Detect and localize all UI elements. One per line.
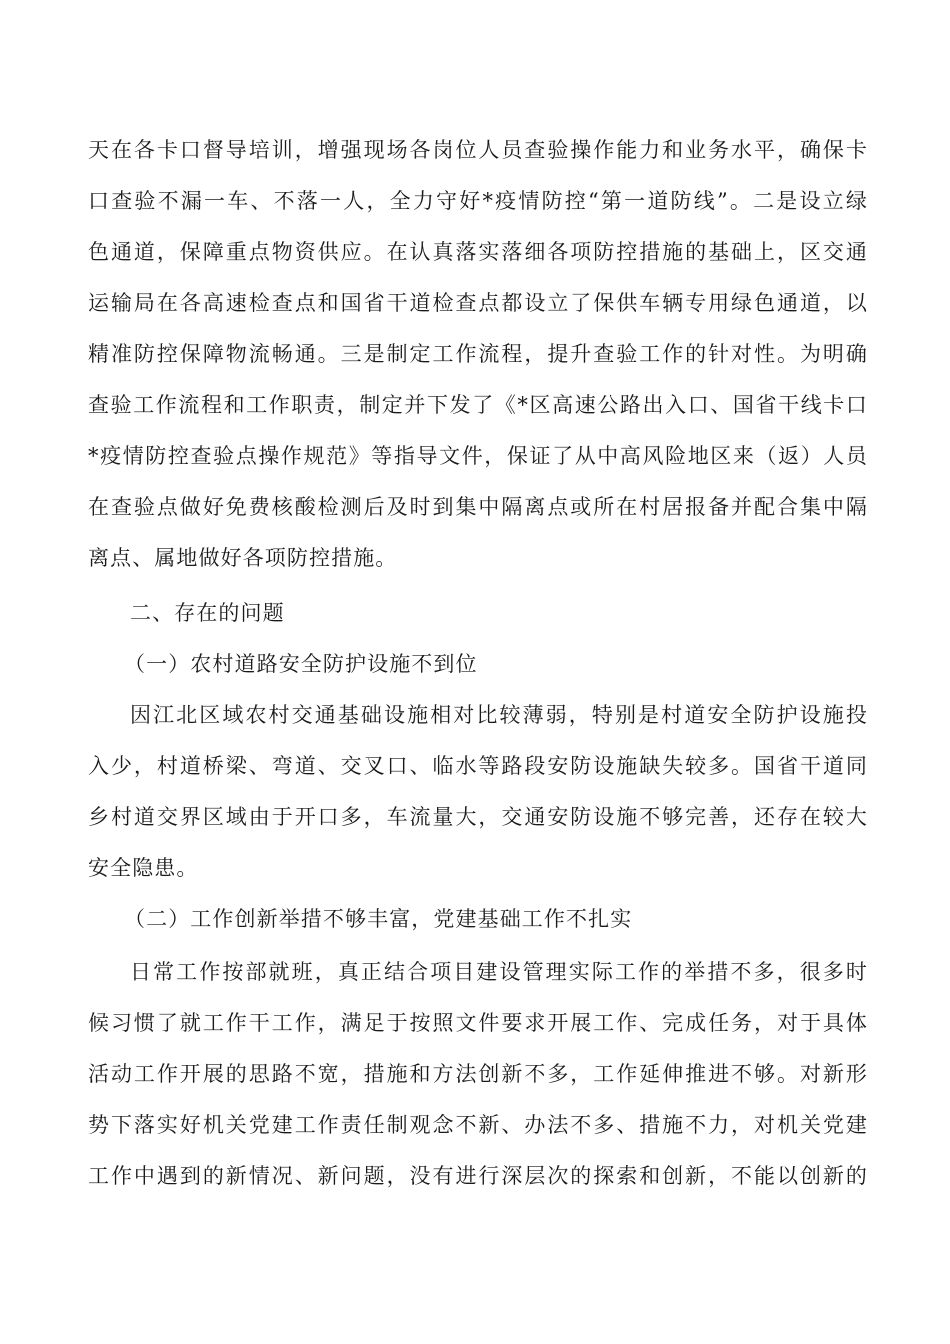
paragraph-line: 入少，村道桥梁、弯道、交叉口、临水等路段安防设施缺失较多。国省干道同 <box>88 754 868 778</box>
paragraph-line: 精准防控保障物流畅通。三是制定工作流程，提升查验工作的针对性。为明确 <box>88 342 868 366</box>
paragraph-line: 离点、属地做好各项防控措施。 <box>88 546 398 570</box>
paragraph-line: 天在各卡口督导培训，增强现场各岗位人员查验操作能力和业务水平，确保卡 <box>88 138 868 162</box>
subheading-1: （一）农村道路安全防护设施不到位 <box>124 652 478 676</box>
paragraph-line: 色通道，保障重点物资供应。在认真落实落细各项防控措施的基础上，区交通 <box>88 240 868 264</box>
paragraph-line: 查验工作流程和工作职责，制定并下发了《*区高速公路出入口、国省干线卡口 <box>88 393 868 417</box>
paragraph-line: 因江北区域农村交通基础设施相对比较薄弱，特别是村道安全防护设施投 <box>130 703 868 727</box>
paragraph-line: 活动工作开展的思路不宽，措施和方法创新不多，工作延伸推进不够。对新形 <box>88 1062 868 1086</box>
paragraph-line: 势下落实好机关党建工作责任制观念不新、办法不多、措施不力，对机关党建 <box>88 1113 868 1137</box>
section-heading: 二、存在的问题 <box>130 601 285 625</box>
paragraph-line: 在查验点做好免费核酸检测后及时到集中隔离点或所在村居报备并配合集中隔 <box>88 495 868 519</box>
paragraph-line: *疫情防控查验点操作规范》等指导文件，保证了从中高风险地区来（返）人员 <box>88 444 868 468</box>
paragraph-line: 日常工作按部就班，真正结合项目建设管理实际工作的举措不多，很多时 <box>130 960 868 984</box>
paragraph-line: 候习惯了就工作干工作，满足于按照文件要求开展工作、完成任务，对于具体 <box>88 1011 868 1035</box>
paragraph-line: 口查验不漏一车、不落一人，全力守好*疫情防控“第一道防线”。二是设立绿 <box>88 189 868 213</box>
paragraph-line: 工作中遇到的新情况、新问题，没有进行深层次的探索和创新，不能以创新的 <box>88 1164 868 1188</box>
paragraph-line: 乡村道交界区域由于开口多，车流量大，交通安防设施不够完善，还存在较大 <box>88 805 868 829</box>
paragraph-line: 安全隐患。 <box>88 856 199 880</box>
subheading-2: （二）工作创新举措不够丰富，党建基础工作不扎实 <box>124 907 633 931</box>
paragraph-line: 运输局在各高速检查点和国省干道检查点都设立了保供车辆专用绿色通道，以 <box>88 291 868 315</box>
